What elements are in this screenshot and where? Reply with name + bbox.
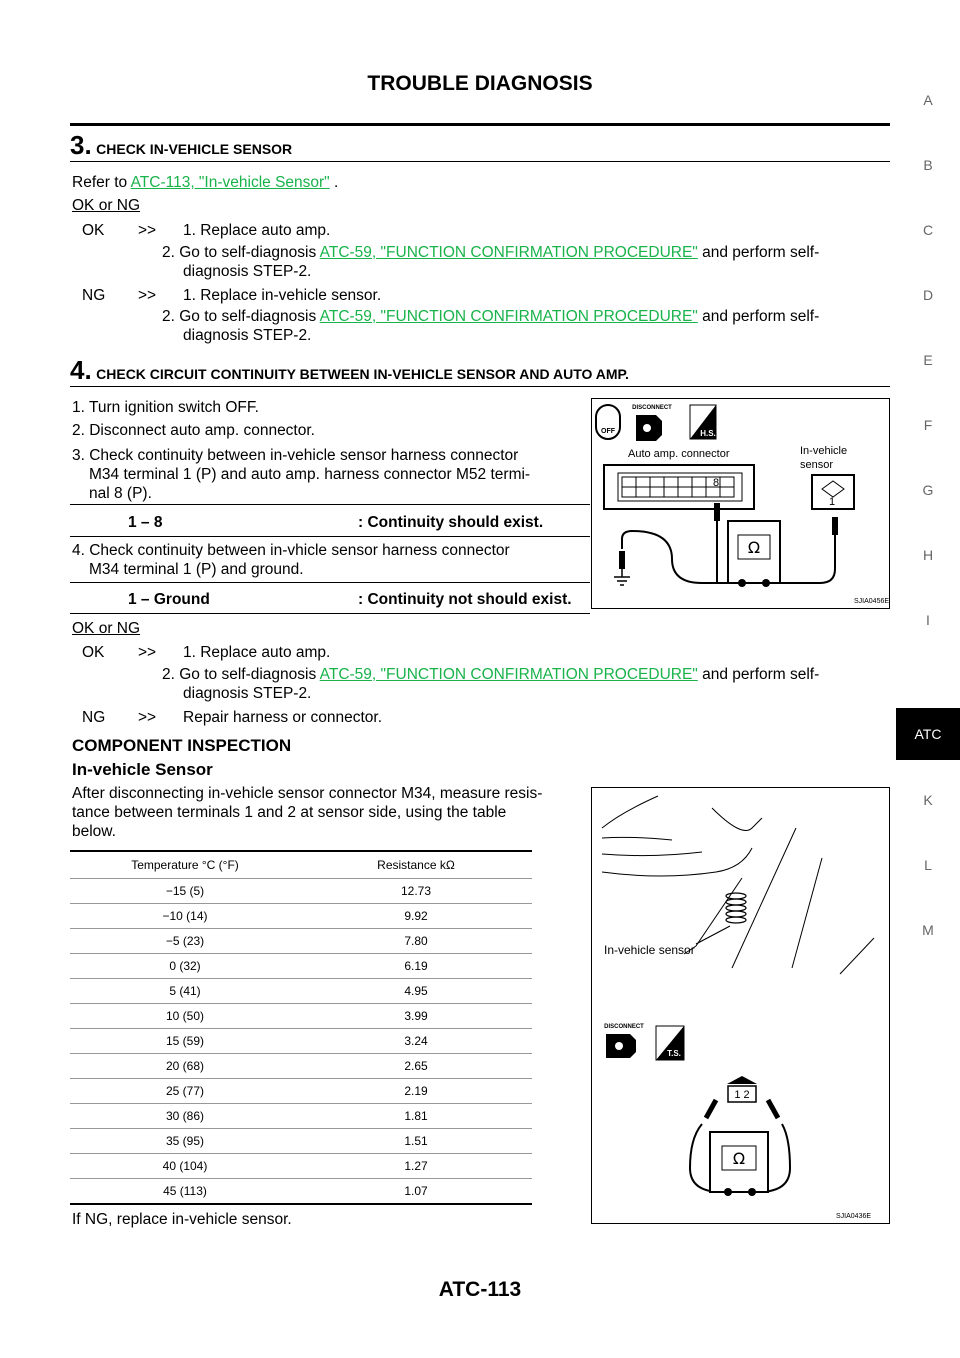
continuity-diagram	[592, 399, 889, 608]
resistance-table	[70, 850, 532, 1205]
omega-label: Ω	[747, 538, 761, 557]
omega-label: Ω	[732, 1149, 746, 1168]
spec1-term: 1 – 8	[128, 514, 163, 531]
off-label: OFF	[601, 428, 615, 435]
table-row: −5 (23) 7.80	[70, 929, 532, 954]
side-index-h[interactable]: H	[922, 547, 934, 563]
figure-sensor-location	[591, 787, 890, 1224]
side-index-f[interactable]: F	[923, 417, 933, 433]
side-index-atc-active[interactable]: ATC	[896, 708, 960, 760]
step3-title: CHECK IN-VEHICLE SENSOR	[96, 141, 293, 157]
auto-amp-label: Auto amp. connector	[628, 448, 730, 460]
if-ng-note: If NG, replace in-vehicle sensor.	[72, 1211, 292, 1228]
step3-ok-line3: diagnosis STEP-2.	[183, 263, 312, 280]
step4-ng-label: NG	[82, 709, 106, 726]
step4-ok-arrow: >>	[138, 644, 157, 661]
side-index-d[interactable]: D	[922, 287, 934, 303]
step3-ng-line2: 2. Go to self-diagnosis ATC-59, "FUNCTION CONFIRMATION PROCEDURE" and perform self-	[162, 308, 820, 325]
svg-text:T.S.: T.S.	[667, 1049, 681, 1058]
pin-1-label: 1	[829, 496, 836, 508]
pin-8-label: 8	[713, 477, 720, 489]
table-row: 5 (41) 4.95	[70, 979, 532, 1004]
step4-ok-line2: 2. Go to self-diagnosis ATC-59, "FUNCTION CONFIRMATION PROCEDURE" and perform self-	[162, 666, 820, 683]
sensor-label-2: sensor	[800, 459, 834, 471]
step4-ok-or-ng: OK or NG	[72, 620, 141, 637]
ground-icon	[614, 569, 630, 585]
side-index-k[interactable]: K	[923, 792, 933, 808]
table-header-resistance: Resistance kΩ	[300, 851, 532, 879]
step4-ok-label: OK	[82, 644, 105, 661]
component-desc-2: tance between terminals 1 and 2 at sensor side, using the table	[72, 804, 507, 821]
step4-ng-line1: Repair harness or connector.	[183, 709, 383, 726]
step4-rule	[70, 386, 890, 387]
step4-heading	[70, 355, 629, 386]
figure-continuity-check	[591, 398, 890, 609]
step3-ok-line1: 1. Replace auto amp.	[183, 222, 331, 239]
step4-item1: 1. Turn ignition switch OFF.	[72, 399, 259, 416]
sensor-icon	[696, 893, 746, 944]
component-desc-1: After disconnecting in-vehicle sensor connector M34, measure resis-	[72, 785, 543, 802]
page-header-title: TROUBLE DIAGNOSIS	[367, 72, 593, 95]
spec2-bottom-rule	[70, 613, 590, 614]
sensor-diagram	[592, 788, 889, 1223]
table-row: 15 (59) 3.24	[70, 1029, 532, 1054]
step3-ok-or-ng: OK or NG	[72, 197, 141, 214]
step4-item4b: M34 terminal 1 (P) and ground.	[89, 561, 304, 578]
table-header-row	[70, 851, 532, 879]
disconnect-label: DISCONNECT	[632, 405, 672, 411]
step4-item3b: M34 terminal 1 (P) and auto amp. harness connector M52 termi-	[89, 466, 531, 483]
step4-title: CHECK CIRCUIT CONTINUITY BETWEEN IN-VEHICLE SENSOR AND AUTO AMP.	[96, 366, 629, 382]
svg-text:H.S.: H.S.	[700, 429, 716, 438]
table-row: 40 (104) 1.27	[70, 1154, 532, 1179]
table-row: −15 (5) 12.73	[70, 879, 532, 904]
component-inspection-heading: COMPONENT INSPECTION	[72, 736, 292, 755]
step4-ng-arrow: >>	[138, 709, 157, 726]
disconnect-label: DISCONNECT	[604, 1024, 644, 1030]
table-row: 35 (95) 1.51	[70, 1129, 532, 1154]
link-atc-59[interactable]: ATC-59, "FUNCTION CONFIRMATION PROCEDURE"	[319, 308, 698, 325]
sensor-label-1: In-vehicle	[800, 445, 848, 457]
step3-rule	[70, 161, 890, 162]
table-row: 25 (77) 2.19	[70, 1079, 532, 1104]
side-index-e[interactable]: E	[923, 352, 933, 368]
table-header-temperature: Temperature °C (°F)	[70, 851, 300, 879]
header-rule	[70, 123, 890, 126]
step3-ok-line2: 2. Go to self-diagnosis ATC-59, "FUNCTION CONFIRMATION PROCEDURE" and perform self-	[162, 244, 820, 261]
step4-ok-line1: 1. Replace auto amp.	[183, 644, 331, 661]
table-row: 10 (50) 3.99	[70, 1004, 532, 1029]
side-index-m[interactable]: M	[922, 922, 934, 938]
step4-item3a: 3. Check continuity between in-vehicle sensor harness connector	[72, 447, 519, 464]
side-index-g[interactable]: G	[922, 482, 934, 498]
table-row: 0 (32) 6.19	[70, 954, 532, 979]
step4-number: 4.	[70, 355, 92, 385]
step4-item2: 2. Disconnect auto amp. connector.	[72, 422, 315, 439]
step4-item4a: 4. Check continuity between in-vhicle sensor harness connector	[72, 542, 510, 559]
spec1-value: : Continuity should exist.	[358, 514, 544, 531]
pins-label: 1 2	[734, 1089, 750, 1101]
link-atc-113[interactable]: ATC-113, "In-vehicle Sensor"	[130, 174, 330, 191]
sensor-location-label: In-vehicle sensor	[604, 943, 695, 957]
in-vehicle-sensor-subheading: In-vehicle Sensor	[72, 760, 213, 779]
step3-ok-label: OK	[82, 222, 105, 239]
step3-number: 3.	[70, 130, 92, 160]
step4-ok-line3: diagnosis STEP-2.	[183, 685, 312, 702]
step3-heading	[70, 130, 292, 161]
side-index-a[interactable]: A	[923, 92, 933, 108]
step3-ok-arrow: >>	[138, 222, 157, 239]
step3-ng-line3: diagnosis STEP-2.	[183, 327, 312, 344]
step4-item3c: nal 8 (P).	[89, 485, 152, 502]
table-row: −10 (14) 9.92	[70, 904, 532, 929]
spec1-top-rule	[70, 504, 590, 505]
step3-ng-label: NG	[82, 287, 106, 304]
step3-refer: Refer to ATC-113, "In-vehicle Sensor" .	[72, 174, 339, 191]
link-atc-59[interactable]: ATC-59, "FUNCTION CONFIRMATION PROCEDURE"	[319, 666, 698, 683]
link-atc-59[interactable]: ATC-59, "FUNCTION CONFIRMATION PROCEDURE"	[319, 244, 698, 261]
side-index-i[interactable]: I	[926, 612, 930, 628]
spec1-bottom-rule	[70, 536, 590, 537]
table-row: 45 (113) 1.07	[70, 1179, 532, 1205]
page-number: ATC-113	[438, 1278, 522, 1301]
spec2-term: 1 – Ground	[128, 591, 210, 608]
side-index-b[interactable]: B	[923, 157, 933, 173]
step3-ng-arrow: >>	[138, 287, 157, 304]
figure-code: SJIA0456E	[854, 598, 889, 605]
side-index-c[interactable]: C	[922, 222, 934, 238]
table-row: 20 (68) 2.65	[70, 1054, 532, 1079]
side-index-l[interactable]: L	[924, 857, 932, 873]
step3-ng-line1: 1. Replace in-vehicle sensor.	[183, 287, 382, 304]
component-desc-3: below.	[72, 823, 116, 840]
figure-code: SJIA0436E	[836, 1213, 872, 1220]
table-row: 30 (86) 1.81	[70, 1104, 532, 1129]
spec2-top-rule	[70, 582, 590, 583]
spec2-value: : Continuity not should exist.	[358, 591, 572, 608]
